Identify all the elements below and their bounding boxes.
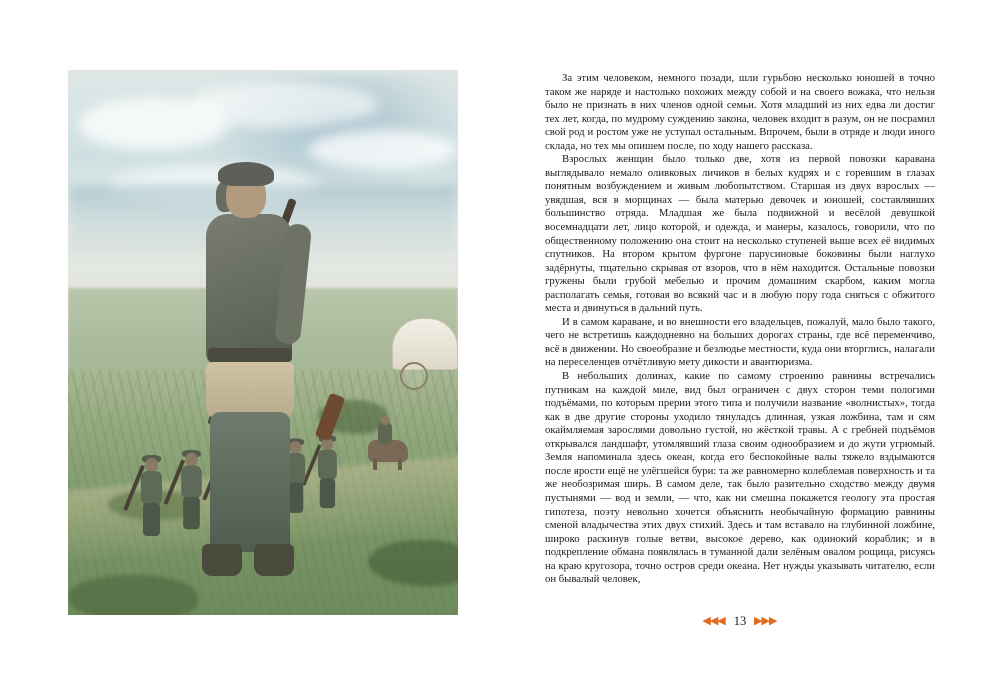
body-paragraph: Взрослых женщин было только две, хотя из первой повозки каравана выглядывало немало оливковых личиков в белых кудрях и с горевшим в глазах понятным возбуждением и живым любопытством. Старшая из двух взрослых — увядшая, вся в морщинах — была матерью девочек и юношей, составлявших большинство отряда. Младшая же была подвижной и весёлой девушкой восемнадцати лет, лицо которой, и одежда, и манеры, казалось, говорили, что по общественному положению она стоит на несколько ступеней выше всех её видимых спутников. На втором крытом фургоне парусиновые боковины были наглухо задёрнуты, тщательно скрывая от взоров, что в нём находится. Остальные повозки гружены были грубой мебелью и прочим домашним скарбом, каким могла располагать семья, готовая во всякий час и в любую пору года сняться с обжитого места и двинуться в дальний путь. [545, 153, 935, 315]
cloud-icon [308, 130, 458, 170]
horse-rider [368, 422, 408, 468]
hunter-belt [208, 348, 292, 362]
page-number: 13 [733, 614, 747, 628]
page-footer [545, 614, 935, 629]
covered-wagon [392, 318, 458, 388]
fur-cap-icon [218, 162, 274, 186]
foreground-hunter [188, 162, 323, 582]
bush-icon [68, 575, 198, 615]
marching-figure [138, 458, 164, 536]
illustration [68, 70, 458, 615]
hunter-legs [210, 412, 290, 552]
figure-legs [143, 503, 160, 536]
rider-body [378, 422, 392, 444]
body-paragraph: В небольших долинах, какие по самому строению равнины встречались путникам на каждой миле, вид был ограничен с двух сторон теми пологими подъёмами, по которым прерии этого типа и получили название «волнистых», тогда как в две другие стороны уходило тянуладсь длинная, узкая ложбина, там и сям окаймляемая зарослями довольно густой, но жёсткой травы. А с гребней подъёмов открывался ландшафт, утомлявший глаза своим однообразием и до жути угрюмый. Земля напоминала здесь океан, когда его беспокойные валы тяжело вздымаются после ярости ещё не улёгшейся бури: та же равномерно колеблемая поверхность и та же необозримая ширь. В самом деле, так было разительно сходство между двумя пустынями — вод и земли, — что, как ни смешна покажется геологу эта простая гипотеза, поэту невольно хочется объяснить необычайную формацию равнины сменой владычества этих двух стихий. Здесь и там вставало на глубинной ложбине, широко раскинув голые ветви, высокое дерево, как одинокий кораблик; и в подкрепление обмана появлялась в туманной дали зелёным овалом рощица, рисуясь на краю кругозора, точно остров среди океана. Нет нужды указывать читателю, если он бывалый человек, [545, 370, 935, 586]
body-text-column [545, 72, 935, 587]
body-paragraph: И в самом караване, и во внешности его владельцев, пожалуй, мало было такого, чего не встретишь каждодневно на больших дорогах страны, где всё переменчиво, всё в движении. Но своеобразие и безлюдье местности, куда они вторглись, налагали на переселенцев отчётливую мету дикости и авантюризма. [545, 315, 935, 369]
hunter-boot [254, 544, 294, 576]
figure-head [145, 458, 158, 472]
cloud-icon [188, 82, 378, 128]
horse-leg [398, 458, 402, 470]
ornament-right-icon: ◀◀◀ [755, 615, 778, 627]
horse-leg [373, 458, 377, 470]
body-paragraph: За этим человеком, немного позади, шли гурьбою несколько юношей в точно таком же наряде и настолько похожих между собой и на своего вожака, что нельзя было не признать в них членов одной семьи. Хотя младший из них едва ли достиг тех лет, когда, по мудрому суждению закона, человек входит в разум, он не посрамил свой род и ростом уже не уступал остальным. Впрочем, были в отряде и люди иного склада, но тех мы опишем после, по ходу нашего рассказа. [545, 72, 935, 152]
hunter-boot [202, 544, 242, 576]
ornament-left-icon: ◀◀◀ [702, 615, 725, 627]
rider-head [381, 416, 390, 425]
wagon-canvas [392, 318, 458, 370]
figure-body [141, 471, 162, 505]
wagon-wheel-icon [400, 362, 428, 390]
